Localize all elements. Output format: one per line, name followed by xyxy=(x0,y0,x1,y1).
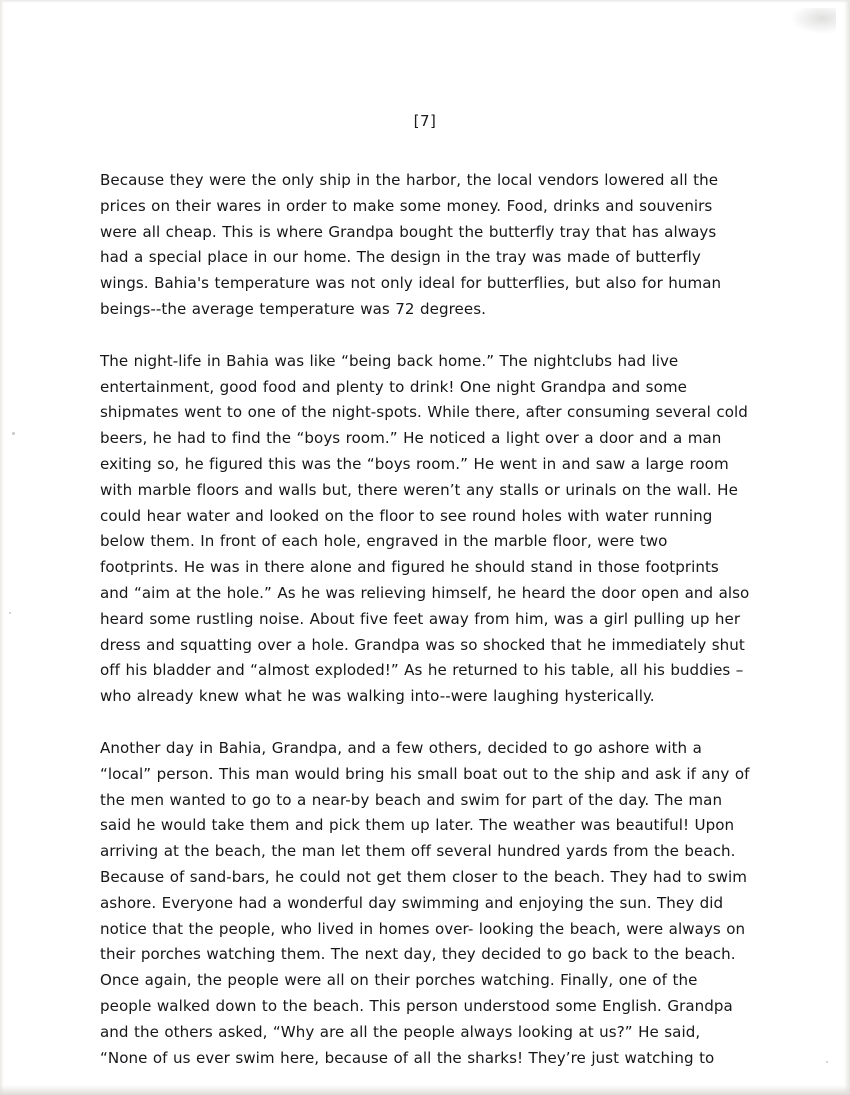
scan-edge-bottom xyxy=(0,1085,850,1095)
paragraph: Because they were the only ship in the harbor, the local vendors lowered all the prices on their wares in order to make some money. Food, drinks and souvenirs were all cheap. This is where Grandpa bought the butterfly tray that has always had a special place in our home. The design in the tray was made of butterfly wings. Bahia's temperature was not only ideal for butterflies, but also for human beings--the average temperature was 72 degrees. xyxy=(100,171,722,318)
paragraph: Another day in Bahia, Grandpa, and a few others, decided to go ashore with a “local” person. This man would bring his small boat out to the ship and ask if any of the men wanted to go to a near-by beach and swim for part of the day. The man said he would take them and pick them up later. The weather was beautiful! Upon arriving at the beach, the man let them off several hundred yards from the beach. Because of sand-bars, he could not get them closer to the beach. They had to swim ashore. Everyone had a wonderful day swimming and enjoying the sun. They did notice that the people, who lived in homes over- looking the beach, were always on their porches watching them. The next day, they decided to go back to the beach. Once again, the people were all on their porches watching. Finally, one of the people walked down to the beach. This person understood some English. Grandpa and the others asked, “Why are all the people always looking at us?” He said, “None of us ever swim here, because of all the sharks! They’re just watching to xyxy=(100,738,750,1067)
page-number: [7] xyxy=(413,112,437,130)
scan-edge-right xyxy=(844,0,850,1095)
body-text xyxy=(100,168,750,1071)
paragraph: The night-life in Bahia was like “being back home.” The nightclubs had live entertainment, good food and plenty to drink! One night Grandpa and some shipmates went to one of the night-spots. While there, after consuming several cold beers, he had to find the “boys room.” He noticed a light over a door and a man exiting so, he figured this was the “boys room.” He went in and saw a large room with marble floors and walls but, there weren’t any stalls or urinals on the wall. He could hear water and looked on the floor to see round holes with water running below them. In front of each hole, engraved in the marble floor, were two footprints. He was in there alone and figured he should stand in those footprints and “aim at the hole.” As he was relieving himself, he heard the door open and also heard some rustling noise. About five feet away from him, was a girl pulling up her dress and squatting over a hole. Grandpa was so shocked that he immediately shut off his bladder and “almost exploded!” As he returned to his table, all his buddies –who already knew what he was walking into--were laughing hysterically. xyxy=(100,351,750,706)
scan-speck xyxy=(12,432,15,435)
scan-speck xyxy=(826,1061,828,1063)
scan-speck xyxy=(9,612,11,614)
page-content xyxy=(100,112,750,1071)
scan-edge-top xyxy=(0,0,850,3)
scan-smudge xyxy=(790,8,836,34)
scan-edge-left xyxy=(0,0,4,1095)
